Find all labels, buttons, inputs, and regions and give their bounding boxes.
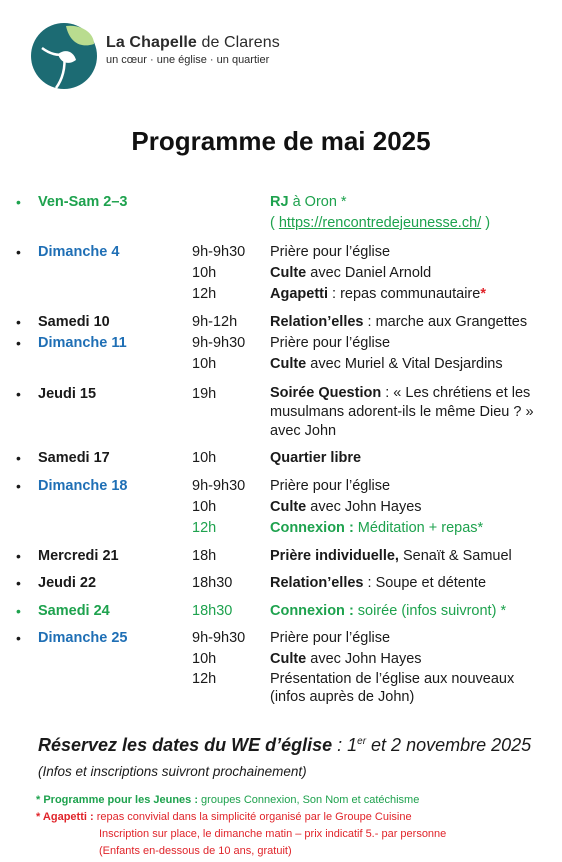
row-time: 18h — [192, 548, 217, 564]
note-label: * Programme pour les Jeunes : — [36, 794, 198, 806]
row-day: Mercredi 21 — [38, 548, 119, 564]
row-desc: Relation’elles : marche aux Grangettes — [270, 314, 528, 330]
footnotes — [36, 792, 446, 860]
row-desc: (infos auprès de John) — [270, 689, 415, 705]
row-descs — [270, 546, 550, 567]
row-times — [192, 601, 232, 622]
row-day: Samedi 17 — [38, 450, 110, 466]
reserve-text: : 1 — [332, 735, 358, 755]
row-descs — [270, 242, 550, 305]
row-desc: Prière pour l’église — [270, 630, 391, 646]
row-time: 12h — [192, 671, 217, 687]
bullet: • — [16, 478, 21, 494]
row-descs — [270, 601, 550, 622]
row-time: 9h-9h30 — [192, 478, 246, 494]
row-times — [192, 333, 245, 375]
row-day: Ven-Sam 2–3 — [38, 194, 128, 210]
note-jeunes — [36, 792, 446, 809]
row-times — [192, 242, 245, 305]
row-day: Dimanche 18 — [38, 478, 128, 494]
row-day: Dimanche 11 — [38, 335, 127, 351]
note-agapetti — [36, 809, 446, 826]
row-time: 19h — [192, 386, 217, 402]
row-desc: Culte avec John Hayes — [270, 499, 422, 515]
bullet: • — [16, 603, 21, 619]
note-agapetti-line: (Enfants en-dessous de 10 ans, gratuit) — [99, 845, 292, 857]
row-times — [192, 628, 245, 688]
row-times — [192, 448, 216, 469]
bullet: • — [16, 450, 21, 466]
row-descs — [270, 476, 550, 539]
row-desc: Connexion : soirée (infos suivront) * — [270, 603, 507, 619]
row-day: Jeudi 22 — [38, 575, 97, 591]
row-descs — [270, 628, 550, 706]
row-desc: Relation’elles : Soupe et détente — [270, 575, 487, 591]
brand-name-rest: de Clarens — [196, 34, 280, 51]
bullet: • — [16, 630, 21, 646]
row-times — [192, 573, 232, 594]
note-label: * Agapetti : — [36, 811, 94, 823]
reserve-dates — [38, 735, 531, 756]
row-times — [192, 476, 245, 539]
row-times — [192, 384, 216, 405]
row-desc: Agapetti : repas communautaire* — [270, 286, 486, 302]
row-desc: ( https://rencontredejeunesse.ch/ ) — [270, 215, 491, 231]
row-desc: Quartier libre — [270, 450, 362, 466]
row-desc: avec John — [270, 423, 337, 439]
reserve-sup: er — [357, 736, 367, 747]
row-desc: Culte avec Daniel Arnold — [270, 265, 432, 281]
bullet: • — [16, 194, 21, 210]
reserve-infos: (Infos et inscriptions suivront prochainement) — [38, 764, 307, 779]
row-desc: musulmans adorent-ils le même Dieu ? » — [270, 404, 534, 420]
bullet: • — [16, 335, 21, 351]
row-desc: Prière pour l’église — [270, 335, 391, 351]
row-descs — [270, 573, 550, 594]
row-time: 9h-9h30 — [192, 244, 246, 260]
chapelle-logo — [28, 18, 100, 90]
row-time: 9h-9h30 — [192, 335, 246, 351]
row-desc: Culte avec John Hayes — [270, 651, 422, 667]
bullet: • — [16, 548, 21, 564]
brand-name-bold: La Chapelle — [106, 34, 197, 51]
brand-block — [106, 34, 280, 66]
bullet: • — [16, 386, 21, 402]
row-descs — [270, 333, 550, 375]
row-time: 12h — [192, 520, 217, 536]
row-desc: Prière pour l’église — [270, 478, 391, 494]
row-descs — [270, 384, 550, 441]
row-desc: Connexion : Méditation + repas* — [270, 520, 484, 536]
note-text: groupes Connexion, Son Nom et catéchisme — [198, 794, 420, 806]
brand-name — [106, 34, 280, 52]
rj-link[interactable]: https://rencontredejeunesse.ch/ — [278, 215, 482, 231]
brand-tagline: un cœur · une église · un quartier — [106, 54, 270, 66]
bullet: • — [16, 314, 21, 330]
row-descs — [270, 312, 550, 333]
row-time: 9h-12h — [192, 314, 238, 330]
row-time: 10h — [192, 450, 217, 466]
row-time: 18h30 — [192, 575, 233, 591]
note-agapetti-line: Inscription sur place, le dimanche matin – prix indicatif 5.- par personne — [99, 828, 447, 840]
row-desc: Culte avec Muriel & Vital Desjardins — [270, 356, 503, 372]
row-day: Samedi 10 — [38, 314, 110, 330]
reserve-lead: Réservez les dates du WE d’église — [38, 735, 333, 755]
row-desc: RJ à Oron * — [270, 194, 347, 210]
row-desc: Prière individuelle, Senaït & Samuel — [270, 548, 512, 564]
reserve-text: et 2 novembre 2025 — [366, 735, 532, 755]
row-times — [192, 312, 237, 333]
page-title: Programme de mai 2025 — [131, 126, 431, 156]
row-day: Dimanche 4 — [38, 244, 120, 260]
row-desc: Prière pour l’église — [270, 244, 391, 260]
row-times — [192, 546, 216, 567]
row-time: 18h30 — [192, 603, 233, 619]
row-descs — [270, 192, 550, 234]
row-desc: Soirée Question : « Les chrétiens et les — [270, 385, 531, 401]
row-time: 10h — [192, 356, 217, 372]
row-time: 9h-9h30 — [192, 630, 246, 646]
bullet: • — [16, 244, 21, 260]
row-time: 10h — [192, 499, 217, 515]
row-day: Dimanche 25 — [38, 630, 128, 646]
row-time: 10h — [192, 651, 217, 667]
note-text: repas convivial dans la simplicité organisé par le Groupe Cuisine — [93, 811, 412, 823]
row-time: 12h — [192, 286, 217, 302]
row-day: Jeudi 15 — [38, 386, 97, 402]
row-descs — [270, 448, 550, 469]
row-day: Samedi 24 — [38, 603, 110, 619]
row-desc: Présentation de l’église aux nouveaux — [270, 671, 515, 687]
bullet: • — [16, 575, 21, 591]
row-time: 10h — [192, 265, 217, 281]
